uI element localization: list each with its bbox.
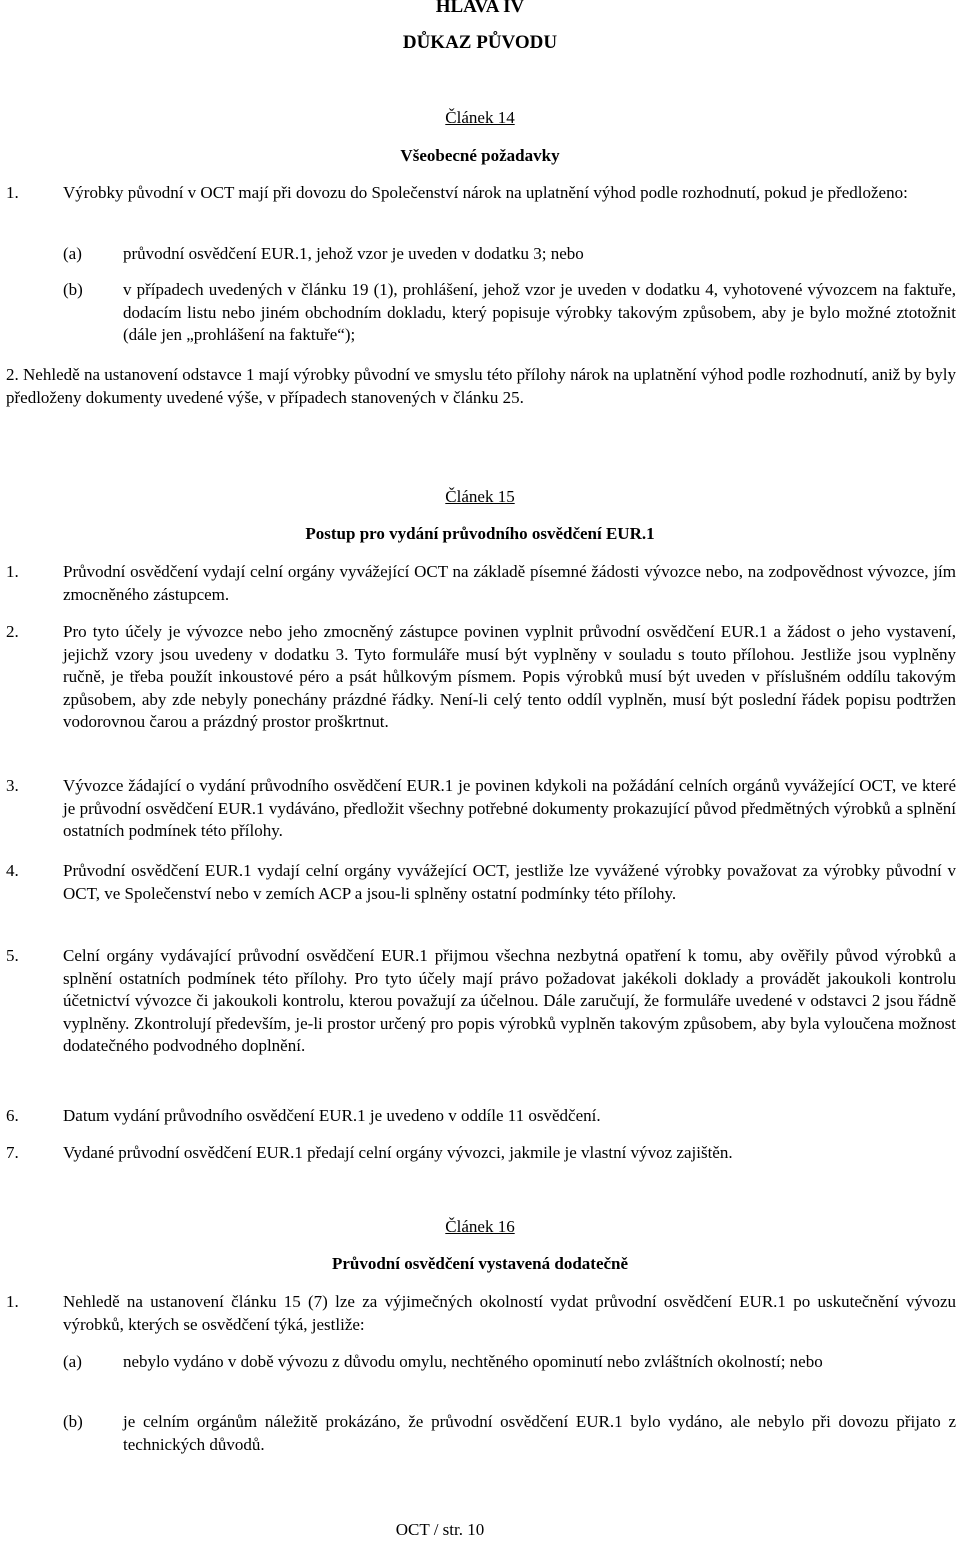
- art14-p1-content: Výrobky původní v OCT mají při dovozu do Společenství nárok na uplatnění výhod podle rozhodnutí, pokud je předloženo:: [63, 183, 908, 202]
- art15-item-3-text: Vývozce žádající o vydání průvodního osvědčení EUR.1 je povinen kdykoli na požádání celních orgánů vyvážející OCT, ve které je průvodní osvědčení EUR.1 vydáváno, předložit všechny potřebné dokumenty prokazující původ předmětných výrobků a splnění ostatních podmínek této přílohy.: [63, 776, 956, 840]
- art15-item-6-number: 6.: [6, 1106, 19, 1125]
- article-14-subtitle: Všeobecné požadavky: [400, 146, 560, 165]
- art14-b-label: (b): [63, 280, 83, 299]
- chapter-title: DŮKAZ PŮVODU: [402, 32, 558, 53]
- art15-item-7-number: 7.: [6, 1143, 19, 1162]
- article-14-heading-text: Článek 14: [445, 108, 515, 127]
- art14-p2-text: 2. Nehledě na ustanovení odstavce 1 mají výrobky původní ve smyslu této přílohy nárok na uplatnění výhod podle rozhodnutí, aniž by byly předloženy dokumenty uvedené výše, v případech stanovených v článku 25.: [6, 365, 956, 407]
- art16-p1-text: Nehledě na ustanovení článku 15 (7) lze za výjimečných okolností vydat průvodní osvědčení EUR.1 po uskutečnění vývozu výrobků, kterých se osvědčení týká, jestliže:: [63, 1292, 956, 1334]
- art14-p1-text: [63, 182, 956, 205]
- art15-item-4-number: 4.: [6, 861, 19, 880]
- article-16-heading: [0, 1216, 960, 1239]
- art16-b-label: (b): [63, 1412, 83, 1431]
- art14-a-label: (a): [63, 244, 82, 263]
- article-16-subtitle: Průvodní osvědčení vystavená dodatečně: [331, 1254, 629, 1273]
- art15-item-3-number: 3.: [6, 776, 19, 795]
- article-14-heading: [0, 107, 960, 130]
- art15-item-6-text: Datum vydání průvodního osvědčení EUR.1 je uvedeno v oddíle 11 osvědčení.: [63, 1106, 601, 1125]
- art15-item-5-number: 5.: [6, 946, 19, 965]
- art15-item-2-number: 2.: [6, 622, 19, 641]
- art15-item-5-text: Celní orgány vydávající průvodní osvědčení EUR.1 přijmou všechna nezbytná opatření k tomu, aby ověřily původ výrobků a splnění ostatních podmínek této přílohy. Pro tyto účely mají právo požadovat jakékoli doklady a provádět jakoukoli kontrolu účetnictví vývozce či jakoukoli kontrolu, kterou považují za účelnou. Dále zaručují, že formuláře uvedené v odstavci 2 jsou řádně vyplněny. Zkontrolují především, je-li prostor určený pro popis výrobků vyplněn takovým způsobem, aby byla vyloučena možnost dodatečného podvodného doplnění.: [63, 946, 956, 1055]
- chapter-number: HLAVA IV: [435, 0, 525, 17]
- art16-a-text: nebylo vydáno v době vývozu z důvodu omylu, nechtěného opominutí nebo zvláštních okolností; nebo: [123, 1352, 823, 1371]
- art15-item-4-text: Průvodní osvědčení EUR.1 vydají celní orgány vyvážející OCT, jestliže lze vyvážené výrobky považovat za výrobky původní v OCT, ve Společenství nebo v zemích ACP a jsou-li splněny ostatní podmínky této přílohy.: [63, 861, 956, 903]
- article-15-heading-text: Článek 15: [445, 487, 515, 506]
- art14-a-text: průvodní osvědčení EUR.1, jehož vzor je uveden v dodatku 3; nebo: [123, 244, 584, 263]
- art15-item-2-text: Pro tyto účely je vývozce nebo jeho zmocněný zástupce povinen vyplnit průvodní osvědčení EUR.1 a žádost o jeho vystavení, jejichž vzory jsou uvedeny v dodatku 3. Tyto formuláře musí být vyplněny v souladu s touto přílohou. Jestliže jsou vyplněny ručně, je třeba použít inkoustové péro a psát hůlkovým písmem. Popis výrobků musí být uveden v příslušném oddílu takovým způsobem, aby zde nebyly ponechány prázdné řádky. Není-li celý tento oddíl vyplněn, musí být poslední řádek popisu podtržen vodorovnou čarou a prázdný prostor proškrtnut.: [63, 622, 956, 731]
- article-16-heading-text: Článek 16: [445, 1217, 515, 1236]
- art15-item-1-number: 1.: [6, 562, 19, 581]
- art16-p1-number: 1.: [6, 1292, 19, 1311]
- art16-b-text: je celním orgánům náležitě prokázáno, že průvodní osvědčení EUR.1 bylo vydáno, ale nebylo při dovozu přijato z technických důvodů.: [123, 1412, 956, 1454]
- art16-a-label: (a): [63, 1352, 82, 1371]
- art14-p1-number: 1.: [6, 183, 19, 202]
- art15-item-7-text: Vydané průvodní osvědčení EUR.1 předají celní orgány vývozci, jakmile je vlastní vývoz zajištěn.: [63, 1143, 733, 1162]
- art15-item-1-text: Průvodní osvědčení vydají celní orgány vyvážející OCT na základě písemné žádosti vývozce nebo, na zodpovědnost vývozce, jím zmocněného zástupcem.: [63, 562, 956, 604]
- art14-b-text: v případech uvedených v článku 19 (1), prohlášení, jehož vzor je uveden v dodatku 4, vyhotovené vývozcem na faktuře, dodacím listu nebo jiném obchodním dokladu, který popisuje výrobky takovým způsobem, aby je bylo možné ztotožnit (dále jen „prohlášení na faktuře“);: [123, 280, 956, 344]
- article-15-heading: [0, 486, 960, 509]
- page-footer: OCT / str. 10: [395, 1520, 485, 1539]
- article-15-subtitle: Postup pro vydání průvodního osvědčení EUR.1: [305, 524, 655, 543]
